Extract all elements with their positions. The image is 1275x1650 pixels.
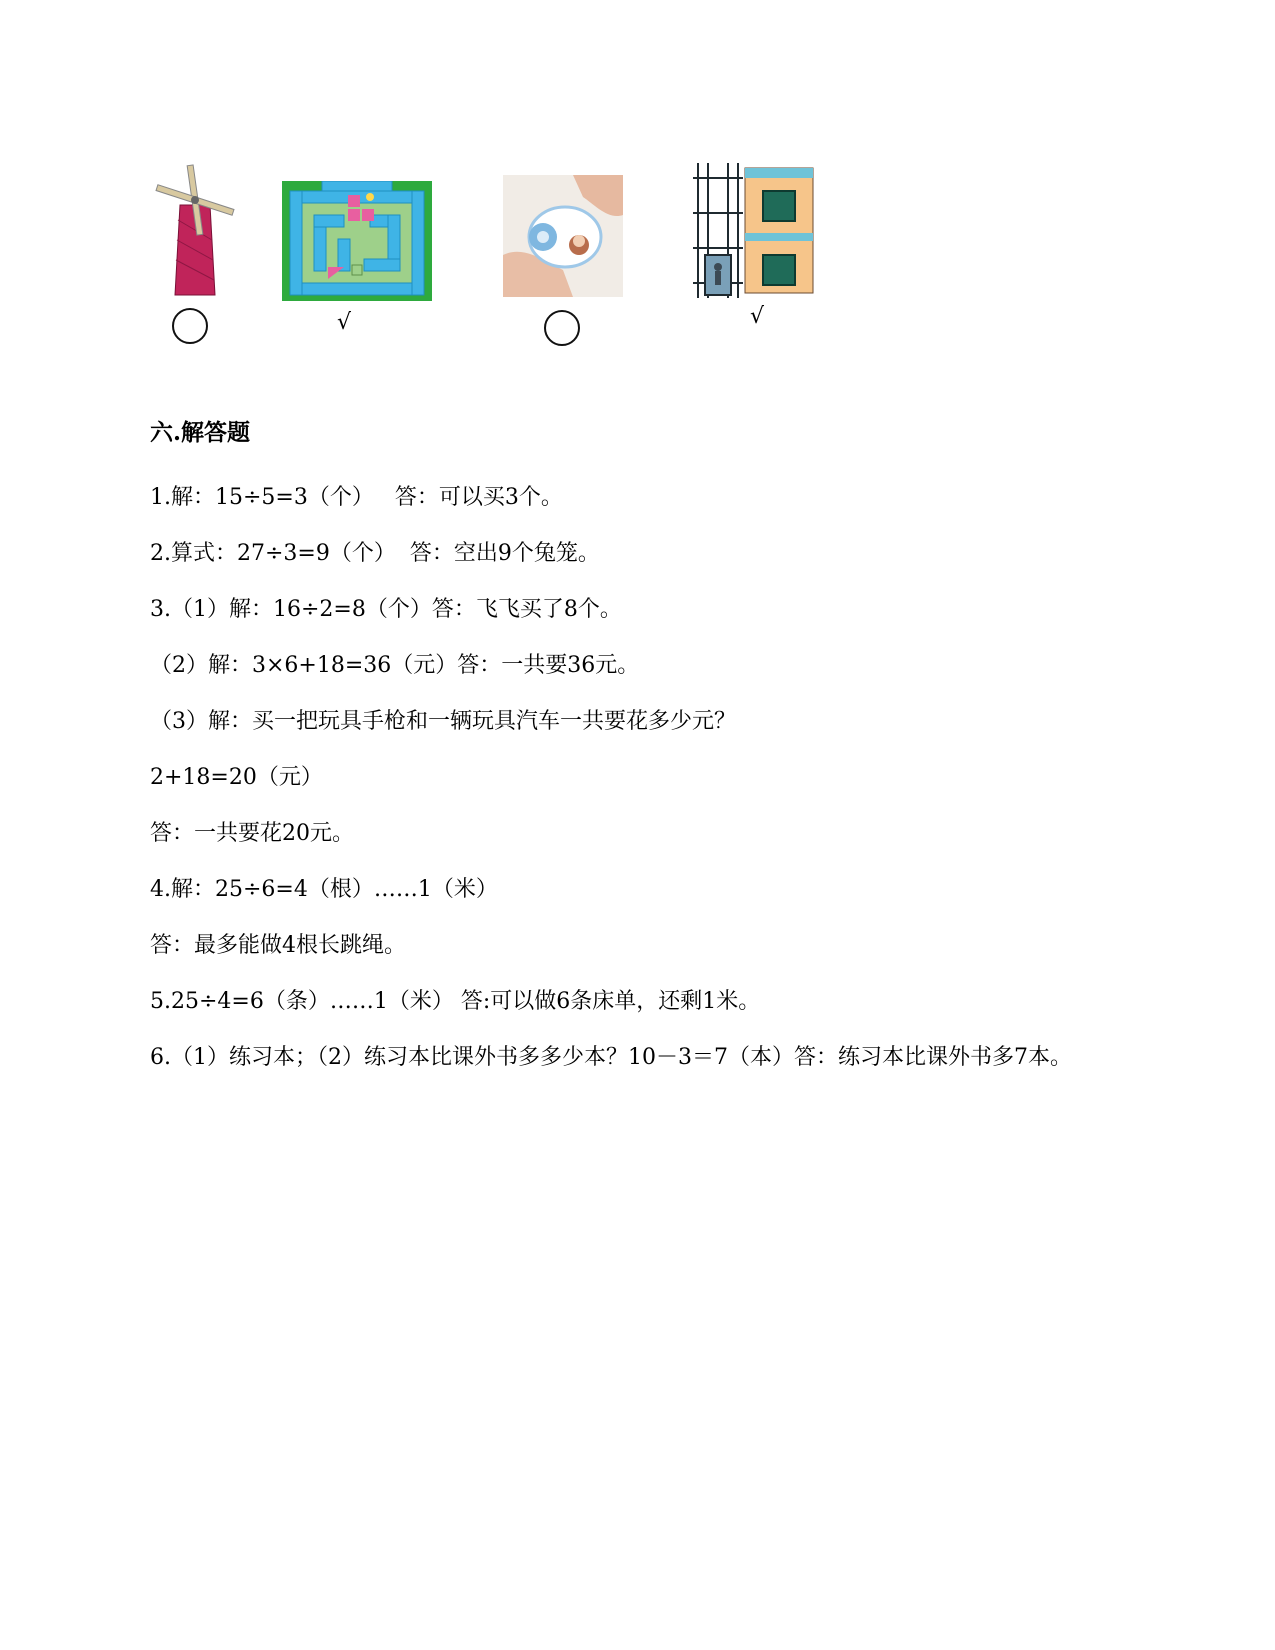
answer-line: 2.算式：27÷3=9（个） 答：空出9个兔笼。 — [150, 541, 600, 566]
tape-dispenser-figure — [503, 175, 623, 297]
section-title: 六.解答题 — [150, 419, 251, 446]
windmill-figure — [150, 160, 250, 300]
check-mark-2: √ — [337, 310, 352, 335]
answer-line: 1.解：15÷5=3（个） 答：可以买3个。 — [150, 485, 563, 510]
answer-circle-3 — [544, 310, 580, 346]
answer-line: 2+18=20（元） — [150, 765, 323, 790]
answer-line: 3.（1）解：16÷2=8（个）答：飞飞买了8个。 — [150, 597, 622, 622]
figure-row — [0, 0, 1275, 360]
answer-circle-1 — [172, 308, 208, 344]
answer-line: 答：最多能做4根长跳绳。 — [150, 933, 406, 958]
answer-line: 答：一共要花20元。 — [150, 821, 354, 846]
check-mark-4: √ — [750, 304, 765, 329]
answer-line: 6.（1）练习本；（2）练习本比课外书多多少本？10－3＝7（本）答：练习本比课外书多7本。 — [150, 1045, 1072, 1070]
maze-game-figure — [282, 181, 432, 301]
elevator-building-figure — [693, 163, 823, 303]
answer-list — [150, 482, 1130, 1074]
answer-line: 5.25÷4=6（条）……1（米） 答:可以做6条床单，还剩1米。 — [150, 989, 761, 1014]
answer-line: 4.解：25÷6=4（根）……1（米） — [150, 877, 498, 902]
answer-line: （2）解：3×6+18=36（元）答：一共要36元。 — [150, 653, 640, 678]
answer-line: （3）解：买一把玩具手枪和一辆玩具汽车一共要花多少元？ — [150, 709, 736, 734]
